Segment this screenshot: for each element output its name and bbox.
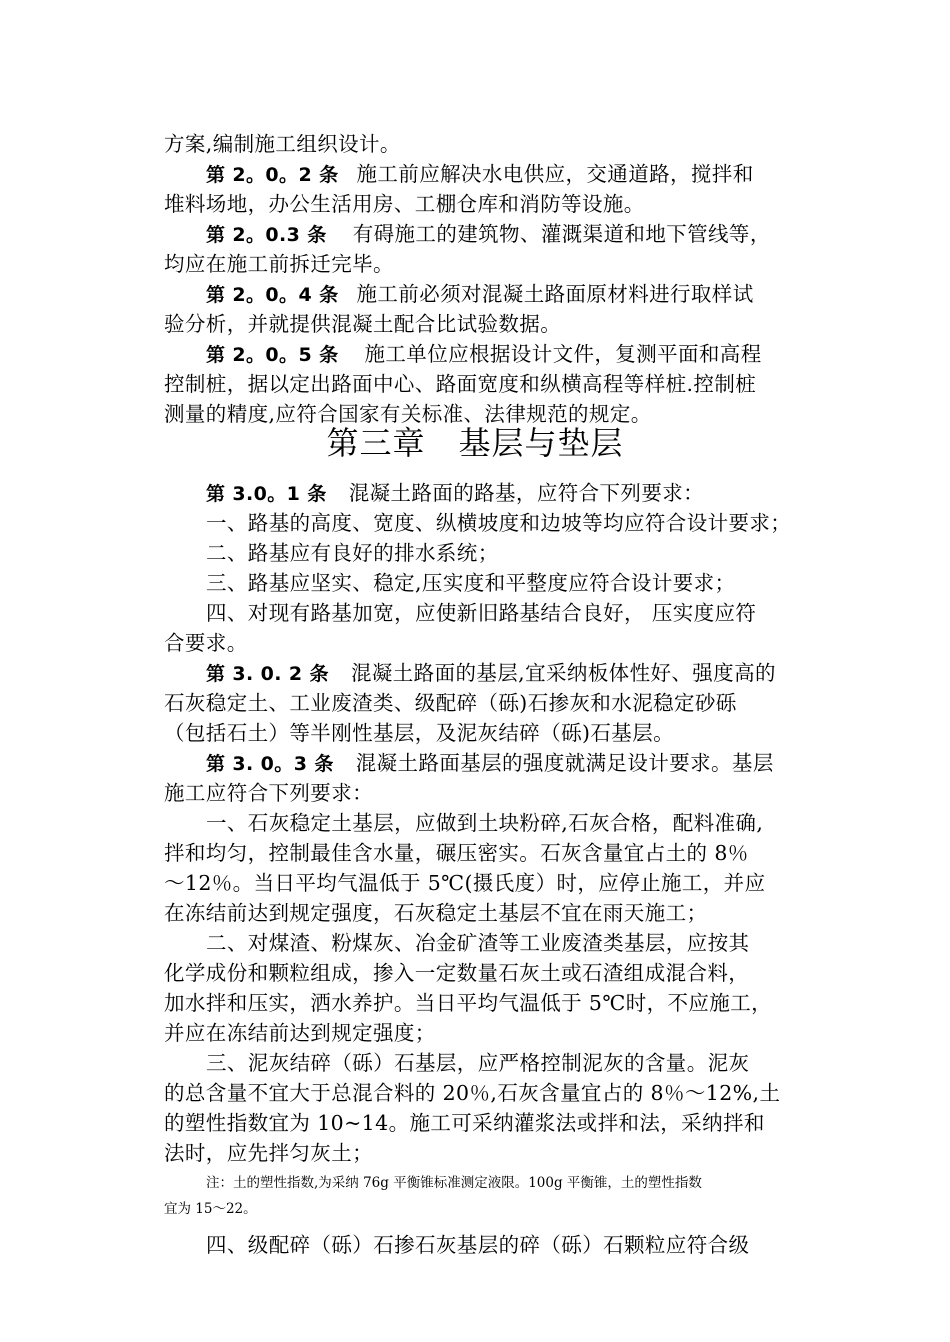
text-line: （包括石土）等半刚性基层，及泥灰结碎（砾)石基层。 <box>164 721 674 745</box>
text-line: 法时，应先拌匀灰土； <box>164 1141 373 1165</box>
article-text: 有碍施工的建筑物、灌溉渠道和地下管线等， <box>352 222 771 246</box>
text-line: 的塑性指数宜为 10~14。施工可采纳灌浆法或拌和法，采纳拌和 <box>164 1111 765 1135</box>
article-text: 混凝土路面基层的强度就满足设计要求。基层 <box>355 751 774 775</box>
footnote-line: 宜为 15～22。 <box>164 1201 257 1217</box>
article-label: 第 2。0。5 条 <box>206 344 339 366</box>
text-line: 均应在施工前拆迁完毕。 <box>164 252 394 276</box>
article-3-0-2 <box>206 658 776 689</box>
text-line: ～12％。当日平均气温低于 5℃(摄氏度）时，应停止施工，并应 <box>164 871 766 895</box>
text-line: 验分析，并就提供混凝土配合比试验数据。 <box>164 312 562 336</box>
article-text: 施工前必须对混凝土路面原材料进行取样试 <box>356 282 754 306</box>
text-line: 三、路基应坚实、稳定,压实度和平整度应符合设计要求； <box>206 571 736 595</box>
text-line: 化学成份和颗粒组成，掺入一定数量石灰土或石渣组成混合料， <box>164 961 750 985</box>
article-2-0-4 <box>206 279 754 310</box>
article-3-0-1 <box>206 478 704 509</box>
text-line: 测量的精度,应符合国家有关标准、法律规范的规定。 <box>164 402 652 426</box>
text-line: 的总含量不宜大于总混合料的 20％,石灰含量宜占的 8％～12%,土 <box>164 1081 781 1105</box>
text-line: 堆料场地，办公生活用房、工棚仓库和消防等设施。 <box>164 192 645 216</box>
text-line: 四、对现有路基加宽，应使新旧路基结合良好， 压实度应符 <box>206 601 757 625</box>
article-2-0-5 <box>206 339 762 370</box>
text-line: 一、石灰稳定土基层，应做到土块粉碎,石灰合格，配料准确, <box>206 811 764 835</box>
text-line: 合要求。 <box>164 631 248 655</box>
text-line: 方案,编制施工组织设计。 <box>164 132 401 156</box>
article-label: 第 2。0。2 条 <box>206 164 339 186</box>
article-3-0-3 <box>206 748 774 779</box>
text-line: 控制桩，据以定出路面中心、路面宽度和纵横高程等样桩.控制桩 <box>164 372 757 396</box>
article-text: 施工前应解决水电供应，交通道路，搅拌和 <box>356 162 754 186</box>
footnote-line: 注：土的塑性指数,为采纳 76g 平衡锥标准测定液限。100g 平衡锥，土的塑性指数 <box>206 1175 702 1191</box>
article-text: 混凝土路面的路基，应符合下列要求： <box>348 481 705 505</box>
text-line: 并应在冻结前达到规定强度； <box>164 1021 436 1045</box>
article-label: 第 3.0。1 条 <box>206 483 327 505</box>
text-line: 石灰稳定土、工业废渣类、级配碎（砾)石掺灰和水泥稳定砂砾 <box>164 691 737 715</box>
article-text: 混凝土路面的基层,宜采纳板体性好、强度高的 <box>350 661 776 685</box>
chapter-title: 第三章 基层与垫层 <box>326 424 624 462</box>
text-line: 在冻结前达到规定强度，石灰稳定土基层不宜在雨天施工； <box>164 901 708 925</box>
article-2-0-2 <box>206 159 754 190</box>
text-line: 一、路基的高度、宽度、纵横坡度和边坡等均应符合设计要求； <box>206 511 792 535</box>
text-line: 四、级配碎（砾）石掺石灰基层的碎（砾）石颗粒应符合级 <box>206 1233 750 1257</box>
text-line: 施工应符合下列要求： <box>164 781 373 805</box>
text-line: 三、泥灰结碎（砾）石基层，应严格控制泥灰的含量。泥灰 <box>206 1051 750 1075</box>
article-label: 第 3. 0。3 条 <box>206 753 334 775</box>
article-2-0-3 <box>206 219 771 250</box>
text-line: 拌和均匀，控制最佳含水量，碾压密实。石灰含量宜占土的 8％ <box>164 841 749 865</box>
text-line: 二、路基应有良好的排水系统； <box>206 541 499 565</box>
article-label: 第 2。0.3 条 <box>206 224 327 246</box>
article-label: 第 3. 0. 2 条 <box>206 663 329 685</box>
text-line: 二、对煤渣、粉煤灰、冶金矿渣等工业废渣类基层，应按其 <box>206 931 750 955</box>
article-text: 施工单位应根据设计文件，复测平面和高程 <box>364 342 762 366</box>
article-label: 第 2。0。4 条 <box>206 284 339 306</box>
text-line: 加水拌和压实，洒水养护。当日平均气温低于 5℃时，不应施工， <box>164 991 772 1015</box>
